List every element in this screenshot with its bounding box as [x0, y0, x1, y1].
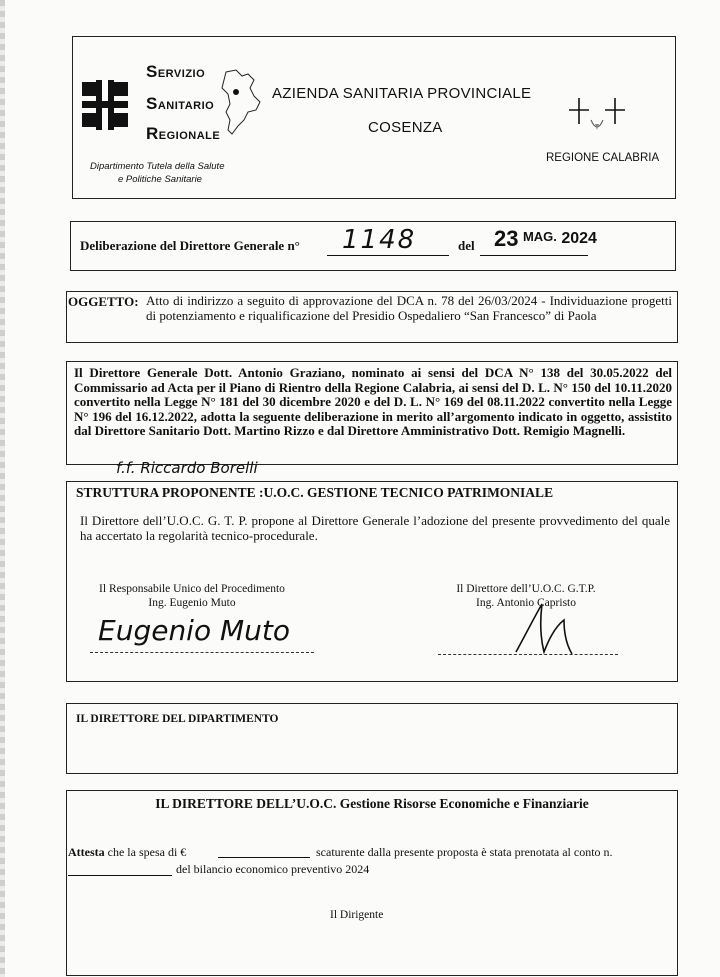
logo-sanitario: SANITARIO [146, 94, 215, 113]
ssr-cross-logo [82, 80, 130, 130]
gtp-director-signature-line [438, 654, 618, 655]
logo-servizio: SERVIZIO [146, 62, 206, 81]
scan-edge [0, 0, 5, 977]
deliberazione-number: 1148 [342, 225, 417, 255]
del-label: del [458, 238, 475, 253]
deliberazione-label: Deliberazione del Direttore Generale n° [80, 238, 300, 253]
date-underline [480, 255, 588, 256]
dirigente-label: Il Dirigente [330, 909, 384, 921]
number-underline [327, 255, 449, 256]
rup-signature: Eugenio Muto [98, 614, 291, 647]
account-blank [68, 875, 172, 876]
asp-city: COSENZA [368, 119, 443, 136]
rup-title: Il Responsabile Unico del Procedimento [99, 583, 285, 595]
gtp-director-title: Il Direttore dell’U.O.C. G.T.P. [456, 583, 596, 595]
asp-title: AZIENDA SANITARIA PROVINCIALE [272, 85, 532, 102]
risorse-box [66, 790, 678, 976]
regione-calabria-emblem [565, 94, 637, 140]
logo-regionale: REGIONALE [146, 124, 221, 143]
attesta-text3: del bilancio economico preventivo 2024 [176, 862, 370, 876]
department-name: Dipartimento Tutela della Salute e Politiche Sanitarie [90, 161, 225, 185]
attesta-label: Attesta [68, 845, 105, 859]
deliberazione-date: 23 $^{MAG.}$ 2024 [494, 226, 597, 251]
region-name: REGIONE CALABRIA [546, 152, 660, 164]
attesta-text2: scaturente dalla presente proposta è stata prenotata al conto n. [316, 845, 613, 859]
struttura-label: STRUTTURA PROPONENTE :U.O.C. GESTIONE TECNICO PATRIMONIALE [76, 485, 554, 500]
oggetto-text: Atto di indirizzo a seguito di approvazione del DCA n. 78 del 26/03/2024 - Individuazione progetti di potenziamento e riqualificazione del Presidio Ospedaliero “San Francesco” di Paola [146, 293, 672, 323]
calabria-map-icon [218, 68, 264, 138]
rup-block [62, 582, 322, 610]
handwritten-note: f.f. Riccardo Borelli [116, 459, 258, 477]
dipartimento-label: IL DIRETTORE DEL DIPARTIMENTO [76, 713, 279, 725]
amount-blank [218, 857, 310, 858]
struttura-text: Il Direttore dell’U.O.C. G. T. P. propone al Direttore Generale l’adozione del presente provvedimento del quale ha accertato la regolarità tecnico-procedurale. [80, 513, 670, 543]
rup-name: Ing. Eugenio Muto [148, 597, 236, 609]
director-statement-text: Il Direttore Generale Dott. Antonio Graziano, nominato ai sensi del DCA N° 138 del 30.05.2022 del Commissario ad Acta per il Piano di Rientro della Regione Calabria, ai sensi del D. L. N° 150 del 10.11.2020 convertito nella Legge N° 181 del 30 dicembre 2020 e del D. L. N° 169 del 08.11.2022 convertito nella Legge N° 196 del 16.12.2022, adotta la seguente deliberazione in merito all’argomento indicato in oggetto, assistito dal Direttore Sanitario Dott. Martino Rizzo e dal Direttore Amministrativo Dott. Remigio Magnelli. [74, 365, 672, 438]
gtp-director-name: Ing. Antonio Capristo [476, 597, 576, 609]
risorse-title: IL DIRETTORE DELL’U.O.C. Gestione Risorse Economiche e Finanziarie [155, 796, 589, 811]
oggetto-label: OGGETTO: [68, 294, 139, 309]
attesta-line: Attesta che la spesa di € [68, 845, 187, 859]
gtp-director-signature [510, 600, 580, 660]
rup-signature-line [90, 652, 314, 653]
